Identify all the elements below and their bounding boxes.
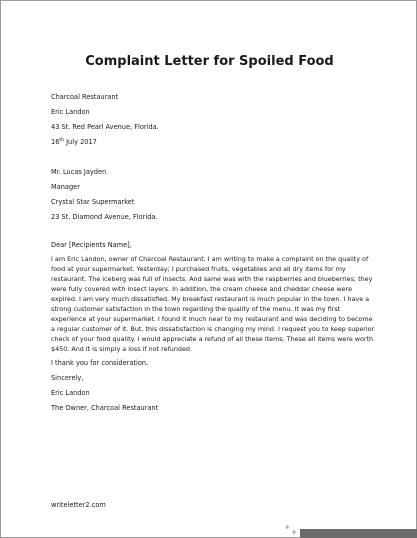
date-month-year: July 2017: [64, 138, 97, 146]
recipient-name: Mr. Lucas Jayden: [51, 168, 107, 176]
sender-company: Charcoal Restaurant: [51, 93, 119, 101]
recipient-title: Manager: [51, 183, 80, 191]
salutation: Dear [Recipients Name],: [51, 241, 132, 249]
sender-name: Eric Landon: [51, 108, 90, 116]
letter-title: Complaint Letter for Spoiled Food: [85, 54, 334, 69]
recipient-address: 23 St. Diamond Avenue, Florida.: [51, 213, 158, 221]
recipient-company: Crystal Star Supermarket: [51, 198, 135, 206]
page-curl-icon: [285, 524, 297, 536]
letter-body: I am Eric Landon, owner of Charcoal Restaurant. I am writing to make a complaint on the quality of food at your supermarket. Yesterday; I purchased fruits, vegetables and all dry items for my restaurant. The iceberg was full of insects. And same was with the raspberries and blueberries; they were fully covered with insect layers. In addition, the cream cheese and cheddar cheese were expired. I am very much dissatisfied. My breakfast restaurant is much popular in the town. I have a strong customer satisfaction in the town regarding the quality of the menu. It was my first experience at your supermarket. I found it much near to my restaurant and was deciding to become a regular customer of it. But, this dissatisfaction is changing my mind. I request you to keep superior check of your food quality. I would appreciate a refund of all these items. These all items were worth $450. And it is simply a loss if not refunded.: [51, 255, 375, 353]
date-day: 16: [51, 138, 60, 146]
date-suffix: th: [59, 137, 65, 143]
signature-title: The Owner, Charcoal Restaurant: [51, 404, 159, 412]
signature-name: Eric Landon: [51, 389, 90, 397]
thanks-line: I thank you for consideration.: [51, 359, 149, 367]
sender-address: 43 St. Red Pearl Avenue, Florida.: [51, 123, 159, 131]
page-shadow-bar: [300, 529, 417, 538]
letter-date: [51, 138, 97, 146]
footer-website: writeletter2.com: [51, 501, 106, 509]
closing: Sincerely,: [51, 374, 84, 382]
